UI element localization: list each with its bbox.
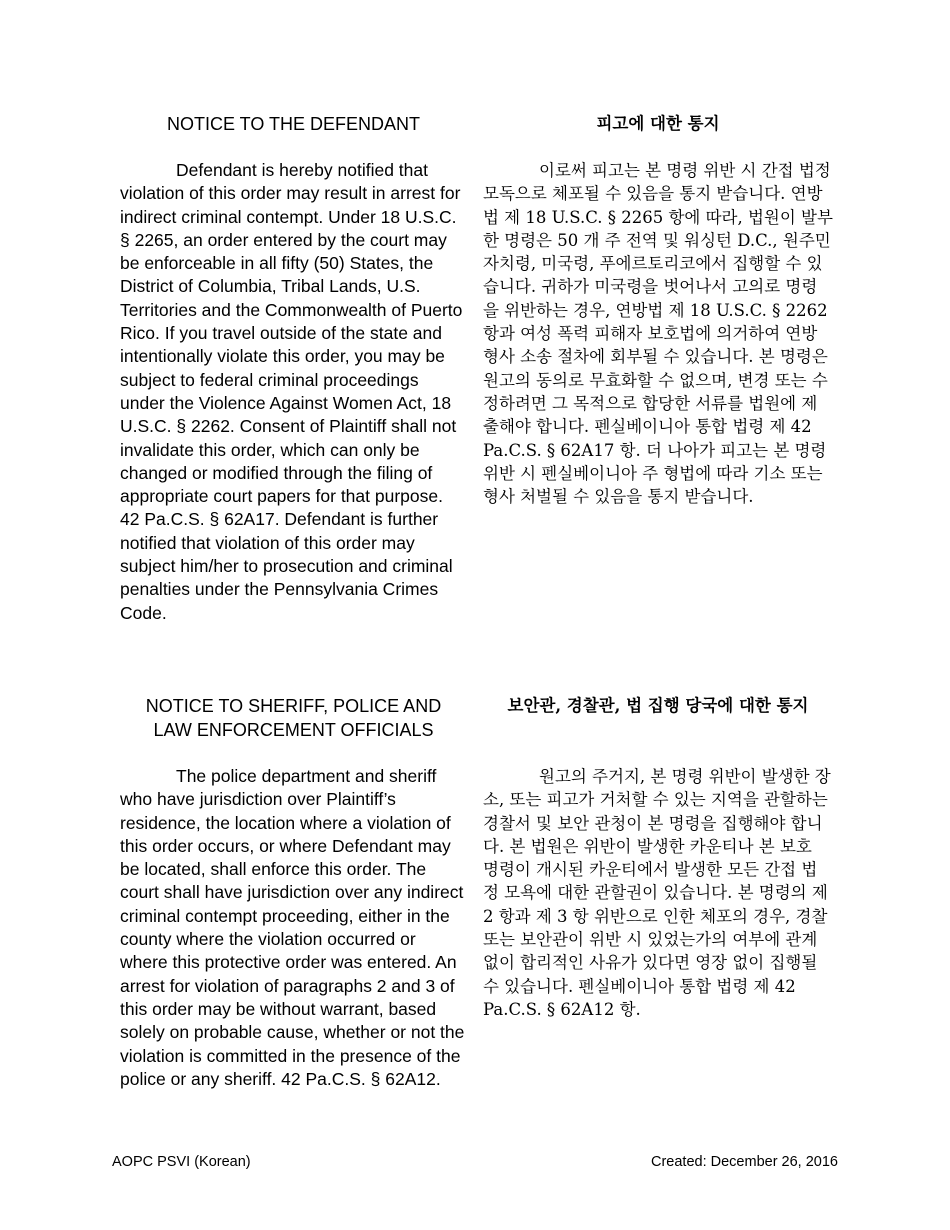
notice-defendant-body-en: Defendant is hereby notified that violation of this order may result in arrest for indirect criminal contempt. Under 18 U.S.C. § 2265, an order entered by the court may be enforceable in all fifty (50) States, the District of Columbia, Tribal Lands, U.S. Territories and the Commonwealth of Puerto Rico. If you travel outside of the state and intentionally violate this order, you may be subject to federal criminal proceedings under the Violence Against Women Act, 18 U.S.C. § 2262. Consent of Plaintiff shall not invalidate this order, which can only be changed or modified through the filing of appropriate court papers for that purpose. 42 Pa.C.S. § 62A17. Defendant is further notified that violation of this order may subject him/her to prosecution and criminal penalties under the Pennsylvania Crimes Code. [120, 160, 463, 623]
notice-sheriff-en [120, 694, 467, 1091]
footer-created-date: Created: December 26, 2016 [651, 1154, 838, 1170]
notice-sheriff-heading-en-line1: NOTICE TO SHERIFF, POLICE AND [145, 696, 442, 716]
notice-defendant-ko [483, 112, 833, 508]
notice-sheriff-ko [483, 694, 833, 1021]
footer-form-id: AOPC PSVI (Korean) [112, 1154, 251, 1170]
notice-defendant-en [120, 112, 467, 625]
notice-defendant-heading-en: NOTICE TO THE DEFENDANT [166, 114, 421, 134]
notice-defendant-body-ko: 이로써 피고는 본 명령 위반 시 간접 법정 모독으로 체포될 수 있음을 통지 받습니다. 연방법 제 18 U.S.C. § 2265 항에 따라, 법원이 발부한 명령은 50 개 주 전역 및 워싱턴 D.C., 원주민 자치령, 미국령, 푸에르토리코에서 집행할 수 있습니다. 귀하가 미국령을 벗어나서 고의로 명령을 위반하는 경우, 연방법 제 18 U.S.C. § 2262 항과 여성 폭력 피해자 보호법에 의거하여 연방 형사 소송 절차에 회부될 수 있습니다. 본 명령은 원고의 동의로 무효화할 수 없으며, 변경 또는 수정하려면 그 목적으로 합당한 서류를 법원에 제출해야 합니다. 펜실베이니아 통합 법령 제 42 Pa.C.S. § 62A17 항. 더 나아가 피고는 본 명령 위반 시 펜실베이니아 주 형법에 따라 기소 또는 형사 처벌될 수 있음을 통지 받습니다. [483, 161, 833, 507]
notice-defendant-heading-ko: 피고에 대한 통지 [596, 114, 720, 133]
notice-sheriff-body-en: The police department and sheriff who have jurisdiction over Plaintiff’s residence, the location where a violation of this order occurs, or where Defendant may be located, shall enforce this order. The court shall have jurisdiction over any indirect criminal contempt proceeding, either in the county where the violation occurred or where this protective order was entered. An arrest for violation of paragraphs 2 and 3 of this order may be without warrant, based solely on probable cause, whether or not the violation is committed in the presence of the police or any sheriff. 42 Pa.C.S. § 62A12. [120, 766, 465, 1089]
notice-sheriff-heading-ko: 보안관, 경찰관, 법 집행 당국에 대한 통지 [507, 696, 809, 715]
notice-sheriff-heading-en-line2: LAW ENFORCEMENT OFFICIALS [153, 720, 434, 740]
notice-sheriff-body-ko: 원고의 주거지, 본 명령 위반이 발생한 장소, 또는 피고가 거처할 수 있는 지역을 관할하는 경찰서 및 보안 관청이 본 명령을 집행해야 합니다. 본 법원은 위반이 발생한 카운티나 본 보호 명령이 개시된 카운티에서 발생한 모든 간접 법정 모욕에 대한 관할권이 있습니다. 본 명령의 제 2 항과 제 3 항 위반으로 인한 체포의 경우, 경찰 또는 보안관이 위반 시 있었는가의 여부에 관계 없이 합리적인 사유가 있다면 영장 없이 집행될 수 있습니다. 펜실베이니아 통합 법령 제 42 Pa.C.S. § 62A12 항. [483, 767, 831, 1019]
